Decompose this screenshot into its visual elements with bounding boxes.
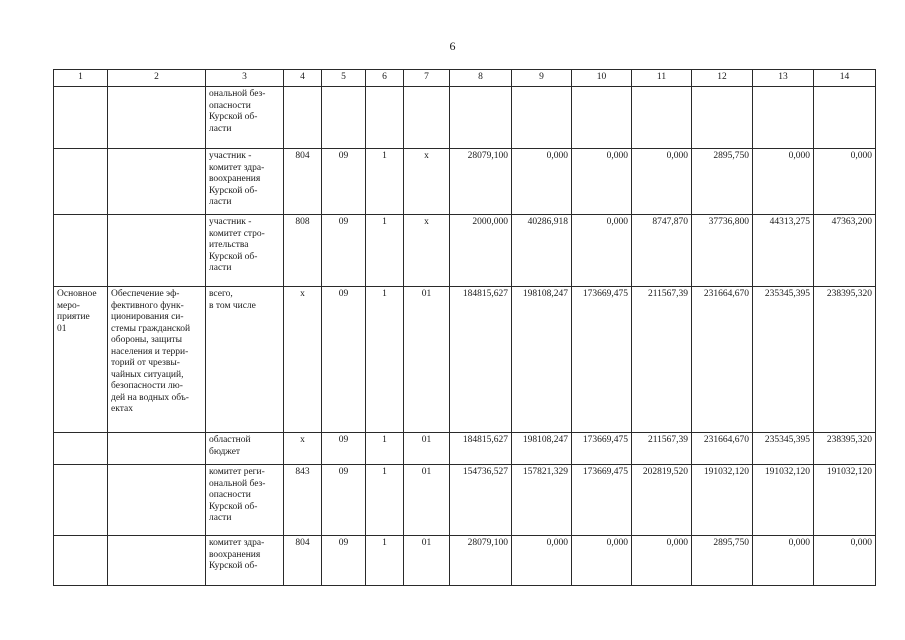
table-cell-col-9: 157821,329	[512, 465, 572, 536]
header-cell: 1	[54, 70, 108, 87]
table-cell-col-1	[54, 465, 108, 536]
table-cell-col-5: 09	[322, 215, 366, 287]
table-cell-col-8: 184815,627	[450, 287, 512, 433]
table-cell-col-7: 01	[404, 287, 450, 433]
table-cell-col-13	[753, 87, 814, 149]
table-cell-col-9: 0,000	[512, 536, 572, 586]
table-cell-col-5: 09	[322, 465, 366, 536]
table-cell-col-13: 235345,395	[753, 433, 814, 465]
table-cell-col-10: 0,000	[572, 149, 632, 215]
table-cell-col-6: 1	[366, 465, 404, 536]
header-cell: 13	[753, 70, 814, 87]
table-cell-col-10: 0,000	[572, 536, 632, 586]
table-cell-col-12: 2895,750	[692, 149, 753, 215]
table-cell-col-6: 1	[366, 536, 404, 586]
table-cell-col-1	[54, 536, 108, 586]
header-cell: 5	[322, 70, 366, 87]
table-cell-col-4: х	[284, 287, 322, 433]
table-cell-col-9: 0,000	[512, 149, 572, 215]
table-cell-col-12: 231664,670	[692, 287, 753, 433]
table-cell-col-11: 211567,39	[632, 433, 692, 465]
table-cell-col-9: 198108,247	[512, 433, 572, 465]
table-cell-col-13: 191032,120	[753, 465, 814, 536]
table-cell-col-9: 40286,918	[512, 215, 572, 287]
header-cell: 12	[692, 70, 753, 87]
table-cell-col-12: 231664,670	[692, 433, 753, 465]
table-cell-col-2	[108, 433, 206, 465]
table-cell-col-13: 0,000	[753, 536, 814, 586]
table-cell-col-10: 0,000	[572, 215, 632, 287]
table-cell-col-9: 198108,247	[512, 287, 572, 433]
table-cell-col-12: 37736,800	[692, 215, 753, 287]
table-cell-col-14	[814, 87, 876, 149]
table-cell-col-4: 808	[284, 215, 322, 287]
table-cell-col-7	[404, 87, 450, 149]
table-cell-col-3: ональной без- опасности Курской об- ласти	[206, 87, 284, 149]
table-cell-col-5	[322, 87, 366, 149]
header-cell: 10	[572, 70, 632, 87]
table-cell-col-7: 01	[404, 465, 450, 536]
header-cell: 8	[450, 70, 512, 87]
table-cell-col-5: 09	[322, 287, 366, 433]
table-cell-col-8: 184815,627	[450, 433, 512, 465]
table-cell-col-3: областной бюджет	[206, 433, 284, 465]
header-cell: 14	[814, 70, 876, 87]
table-cell-col-2	[108, 536, 206, 586]
table-cell-col-3: участник - комитет стро- ительства Курской об- ласти	[206, 215, 284, 287]
table-row	[54, 87, 876, 149]
header-cell: 6	[366, 70, 404, 87]
table-cell-col-7: х	[404, 215, 450, 287]
table-cell-col-7: 01	[404, 536, 450, 586]
table-cell-col-3: комитет реги- ональной без- опасности Курской об- ласти	[206, 465, 284, 536]
header-cell: 7	[404, 70, 450, 87]
header-cell: 3	[206, 70, 284, 87]
table-row	[54, 433, 876, 465]
table-cell-col-14: 238395,320	[814, 287, 876, 433]
table-cell-col-13: 44313,275	[753, 215, 814, 287]
table-cell-col-6: 1	[366, 215, 404, 287]
table-cell-col-5: 09	[322, 433, 366, 465]
table-cell-col-1: Основное меро- приятие 01	[54, 287, 108, 433]
table-cell-col-4: 804	[284, 536, 322, 586]
table-cell-col-8: 154736,527	[450, 465, 512, 536]
program-table	[53, 69, 876, 586]
table-cell-col-1	[54, 215, 108, 287]
table-cell-col-7: х	[404, 149, 450, 215]
table-row	[54, 287, 876, 433]
table-row	[54, 149, 876, 215]
table-cell-col-14: 47363,200	[814, 215, 876, 287]
table-cell-col-12: 2895,750	[692, 536, 753, 586]
page-number: 6	[449, 39, 456, 53]
table-cell-col-10	[572, 87, 632, 149]
table-cell-col-4: 804	[284, 149, 322, 215]
table-cell-col-14: 191032,120	[814, 465, 876, 536]
table-cell-col-8: 28079,100	[450, 149, 512, 215]
table-cell-col-14: 238395,320	[814, 433, 876, 465]
table-cell-col-11	[632, 87, 692, 149]
header-row	[54, 70, 876, 87]
table-cell-col-1	[54, 87, 108, 149]
table-cell-col-3: комитет здра- воохранения Курской об-	[206, 536, 284, 586]
table-cell-col-11: 8747,870	[632, 215, 692, 287]
table-cell-col-10: 173669,475	[572, 433, 632, 465]
table-cell-col-6	[366, 87, 404, 149]
table-cell-col-11: 0,000	[632, 149, 692, 215]
table-cell-col-5: 09	[322, 536, 366, 586]
table-cell-col-11: 211567,39	[632, 287, 692, 433]
table-cell-col-1	[54, 149, 108, 215]
table-cell-col-7: 01	[404, 433, 450, 465]
table-cell-col-1	[54, 433, 108, 465]
table-row	[54, 536, 876, 586]
header-cell: 4	[284, 70, 322, 87]
table-cell-col-6: 1	[366, 433, 404, 465]
table-cell-col-8: 2000,000	[450, 215, 512, 287]
table-cell-col-12	[692, 87, 753, 149]
table-cell-col-10: 173669,475	[572, 465, 632, 536]
table-cell-col-2: Обеспечение эф- фективного функ- ционирования си- стемы гражданской обороны, защиты населения и терри- торий от чрезвы- чайных ситуаций, безопасности лю- дей на водных объ- ектах	[108, 287, 206, 433]
table-cell-col-14: 0,000	[814, 536, 876, 586]
table-cell-col-10: 173669,475	[572, 287, 632, 433]
table-cell-col-4	[284, 87, 322, 149]
table-cell-col-13: 0,000	[753, 149, 814, 215]
table-cell-col-13: 235345,395	[753, 287, 814, 433]
table-cell-col-2	[108, 215, 206, 287]
table-cell-col-11: 202819,520	[632, 465, 692, 536]
header-cell: 2	[108, 70, 206, 87]
table-cell-col-8	[450, 87, 512, 149]
header-cell: 11	[632, 70, 692, 87]
table-cell-col-2	[108, 149, 206, 215]
table-cell-col-8: 28079,100	[450, 536, 512, 586]
table-cell-col-6: 1	[366, 149, 404, 215]
table-cell-col-14: 0,000	[814, 149, 876, 215]
table-row	[54, 465, 876, 536]
table-cell-col-3: участник - комитет здра- воохранения Курской об- ласти	[206, 149, 284, 215]
table-cell-col-9	[512, 87, 572, 149]
table-cell-col-2	[108, 465, 206, 536]
table-cell-col-2	[108, 87, 206, 149]
table-cell-col-12: 191032,120	[692, 465, 753, 536]
table-row	[54, 215, 876, 287]
table-cell-col-11: 0,000	[632, 536, 692, 586]
table-cell-col-4: х	[284, 433, 322, 465]
header-cell: 9	[512, 70, 572, 87]
table-cell-col-5: 09	[322, 149, 366, 215]
table-cell-col-3: всего, в том числе	[206, 287, 284, 433]
table-cell-col-4: 843	[284, 465, 322, 536]
table-cell-col-6: 1	[366, 287, 404, 433]
